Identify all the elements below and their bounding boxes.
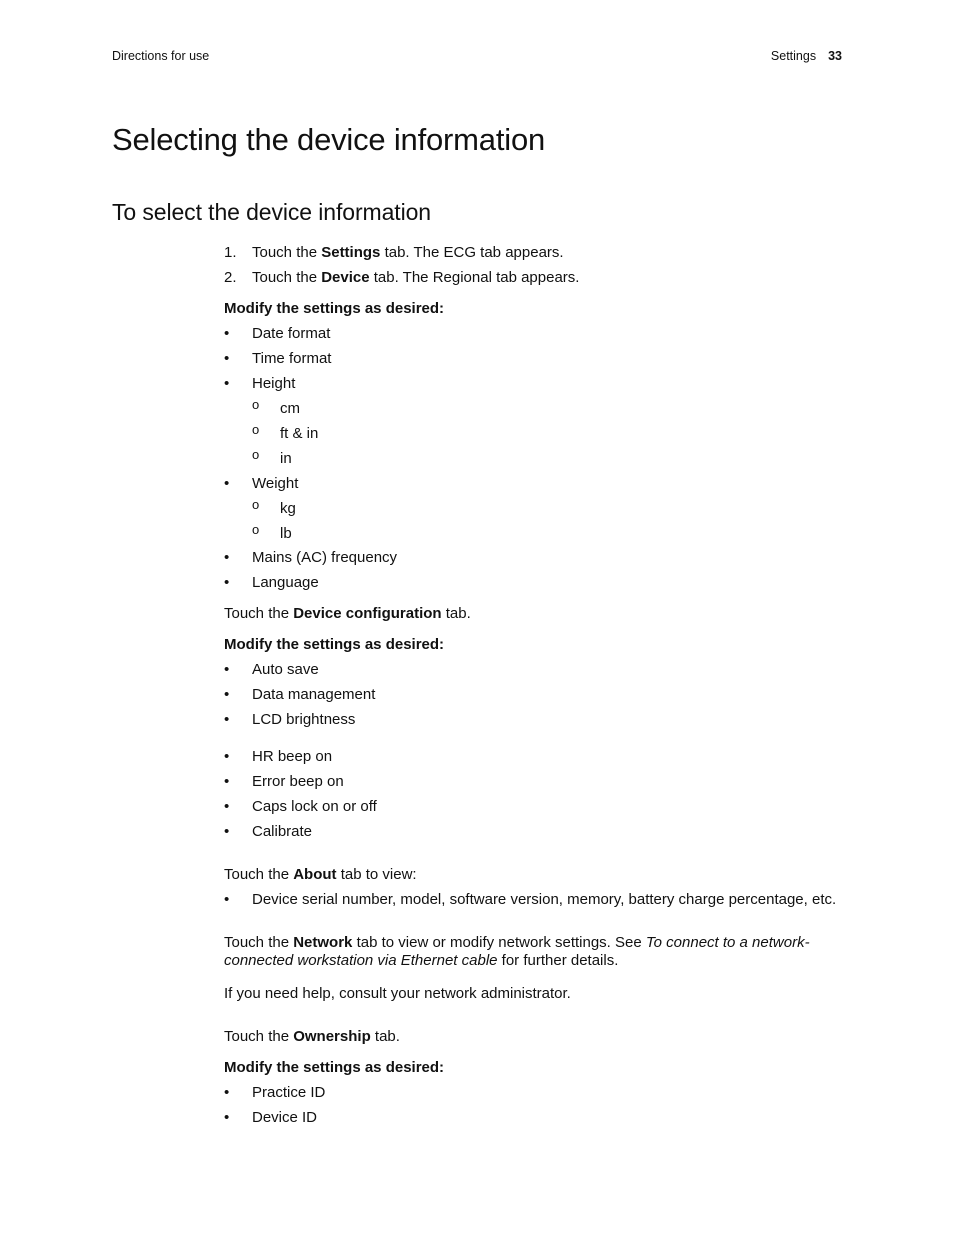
bullet: • bbox=[224, 773, 230, 790]
modify-label: Modify the settings as desired: bbox=[224, 636, 445, 653]
bullet: • bbox=[224, 823, 230, 840]
modify-label: Modify the settings as desired: bbox=[224, 300, 445, 317]
bullet: • bbox=[224, 686, 230, 703]
bullet: • bbox=[224, 549, 230, 566]
bullet: • bbox=[224, 325, 230, 342]
bullet: • bbox=[224, 375, 230, 392]
circle-bullet: o bbox=[252, 497, 260, 512]
content-body bbox=[224, 243, 844, 1133]
list-item: • Language bbox=[224, 574, 319, 591]
page-title: Selecting the device information bbox=[112, 122, 546, 157]
running-header-left: Directions for use bbox=[112, 49, 210, 63]
bullet: • bbox=[224, 350, 230, 367]
list-item: • HR beep on bbox=[224, 748, 333, 765]
step-text: Touch the Settings tab. The ECG tab appears. bbox=[252, 244, 564, 261]
list-item: • Mains (AC) frequency bbox=[224, 549, 398, 566]
circle-bullet: o bbox=[252, 522, 260, 537]
list-item: • Time format bbox=[224, 350, 332, 367]
bullet: • bbox=[224, 1084, 230, 1101]
list-item: • Error beep on bbox=[224, 773, 344, 790]
circle-bullet: o bbox=[252, 397, 260, 412]
list-item: • Calibrate bbox=[224, 823, 313, 840]
sub-list-item: o kg bbox=[252, 497, 296, 517]
sub-list-item: o in bbox=[252, 447, 292, 467]
network-instruction: Touch the Network tab to view or modify network settings. See To connect to a network-connected workstation via Ethernet cable for further details. bbox=[224, 934, 810, 969]
sub-list-item: o cm bbox=[252, 397, 300, 417]
bullet: • bbox=[224, 798, 230, 815]
bullet: • bbox=[224, 574, 230, 591]
section-subtitle: To select the device information bbox=[112, 199, 431, 225]
list-item: • Height bbox=[224, 375, 296, 392]
list-item: • Device ID bbox=[224, 1109, 318, 1126]
sub-list-item: o ft & in bbox=[252, 422, 319, 442]
page-number: 33 bbox=[828, 49, 842, 63]
header-section: Settings bbox=[770, 49, 817, 63]
bullet: • bbox=[224, 661, 230, 678]
step-number: 1. bbox=[224, 244, 237, 261]
bullet: • bbox=[224, 475, 230, 492]
list-item: • Date format bbox=[224, 325, 331, 342]
circle-bullet: o bbox=[252, 447, 260, 462]
list-item: • Auto save bbox=[224, 661, 319, 678]
list-item: • Device serial number, model, software version, memory, battery charge percentage, etc. bbox=[224, 891, 837, 908]
step-text: Touch the Device tab. The Regional tab appears. bbox=[252, 269, 580, 286]
help-text: If you need help, consult your network administrator. bbox=[224, 985, 571, 1002]
bullet: • bbox=[224, 748, 230, 765]
list-item: • Data management bbox=[224, 686, 376, 703]
list-item: • Weight bbox=[224, 475, 299, 492]
step-number: 2. bbox=[224, 269, 237, 286]
bullet: • bbox=[224, 891, 230, 908]
device-config-instruction: Touch the Device configuration tab. bbox=[224, 605, 471, 622]
modify-label: Modify the settings as desired: bbox=[224, 1059, 445, 1076]
list-item: • Caps lock on or off bbox=[224, 798, 377, 815]
step-2 bbox=[224, 268, 844, 293]
circle-bullet: o bbox=[252, 422, 260, 437]
bullet: • bbox=[224, 711, 230, 728]
list-item: • LCD brightness bbox=[224, 711, 356, 728]
step-1 bbox=[224, 243, 844, 268]
sub-list-item: o lb bbox=[252, 522, 292, 542]
running-header-right bbox=[771, 49, 842, 63]
ownership-instruction: Touch the Ownership tab. bbox=[224, 1028, 400, 1045]
list-item: • Practice ID bbox=[224, 1084, 326, 1101]
about-instruction: Touch the About tab to view: bbox=[224, 866, 417, 883]
bullet: • bbox=[224, 1109, 230, 1126]
